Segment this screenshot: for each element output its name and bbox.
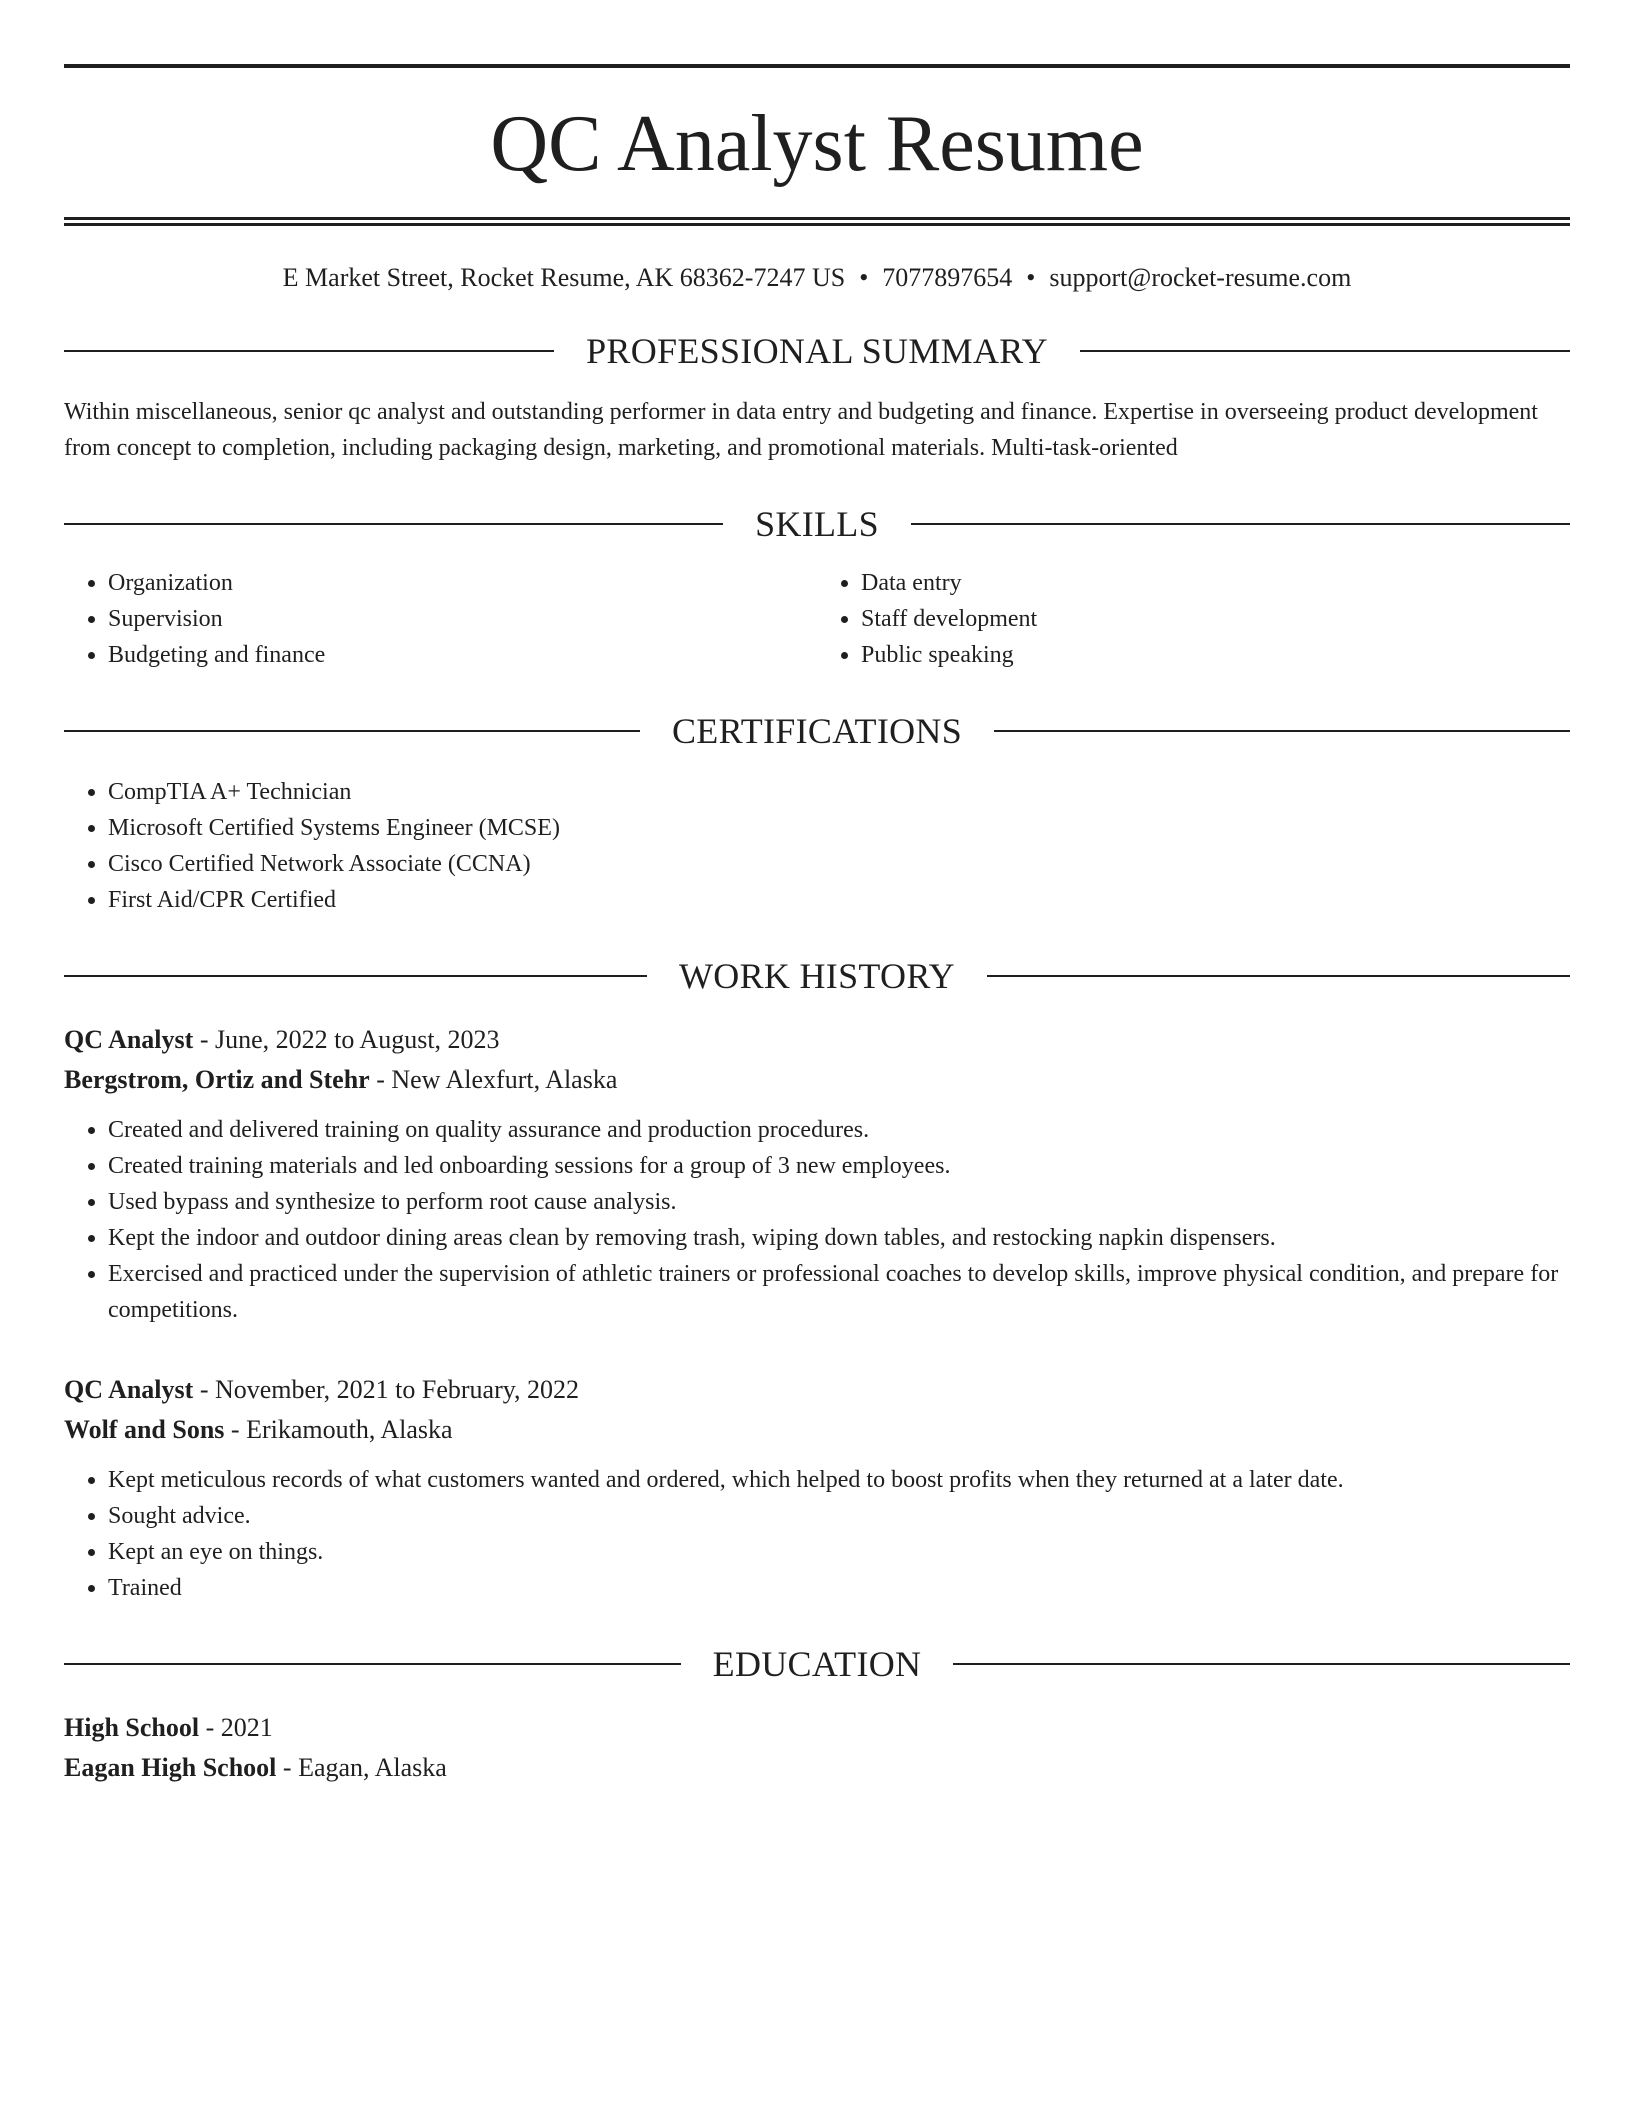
- job-entry: [64, 1370, 1570, 1606]
- job-duties-list: [64, 1112, 1570, 1328]
- job-company-line: [64, 1410, 1570, 1450]
- contact-email: support@rocket-resume.com: [1049, 263, 1352, 292]
- education-location: - Eagan, Alaska: [276, 1753, 447, 1783]
- job-location: - Erikamouth, Alaska: [224, 1415, 453, 1445]
- contact-separator: •: [1026, 263, 1036, 292]
- summary-text: Within miscellaneous, senior qc analyst and outstanding performer in data entry and budgeting and finance. Expertise in overseeing product development from concept to completion, including packaging design, marketing, and promotional materials. Multi-task-oriented: [64, 399, 1538, 462]
- job-company: Wolf and Sons: [64, 1415, 225, 1445]
- section-header-certifications: [64, 711, 1570, 752]
- job-company: Bergstrom, Ortiz and Stehr: [64, 1065, 370, 1095]
- section-header-summary: [64, 331, 1570, 372]
- section-header-skills: [64, 504, 1570, 545]
- job-entry: [64, 1020, 1570, 1328]
- section-rule-left: [64, 975, 647, 977]
- certification-item: • CompTIA A+ Technician: [108, 774, 1570, 810]
- contact-phone: 7077897654: [882, 263, 1013, 292]
- job-company-line: [64, 1060, 1570, 1100]
- contact-address: E Market Street, Rocket Resume, AK 68362-7247 US: [282, 263, 846, 292]
- skill-item: • Staff development: [861, 601, 1570, 637]
- resume-content: [64, 64, 1570, 1788]
- education-school-line: [64, 1748, 1570, 1788]
- section-title-work-history: WORK HISTORY: [679, 956, 955, 997]
- job-duty-item: • Exercised and practiced under the supervision of athletic trainers or professional coaches to develop skills, improve physical condition, and prepare for competitions.: [108, 1256, 1570, 1328]
- section-title-certifications: CERTIFICATIONS: [671, 711, 963, 752]
- contact-line: [64, 262, 1570, 293]
- job-duty-item: • Sought advice.: [108, 1498, 1570, 1534]
- job-dates: - June, 2022 to August, 2023: [193, 1025, 500, 1055]
- job-role: QC Analyst: [64, 1025, 194, 1055]
- job-duty-item: • Created training materials and led onboarding sessions for a group of 3 new employees.: [108, 1148, 1570, 1184]
- contact-separator: •: [859, 263, 869, 292]
- skill-item: • Public speaking: [861, 637, 1570, 673]
- certifications-list: [64, 774, 1570, 918]
- education-degree: High School: [64, 1713, 200, 1743]
- education-degree-line: [64, 1708, 1570, 1748]
- skill-item: • Organization: [108, 565, 817, 601]
- job-duty-item: • Kept the indoor and outdoor dining areas clean by removing trash, wiping down tables, and restocking napkin dispensers.: [108, 1220, 1570, 1256]
- section-rule-left: [64, 730, 640, 732]
- job-duty-item: • Used bypass and synthesize to perform root cause analysis.: [108, 1184, 1570, 1220]
- certification-item: • Cisco Certified Network Associate (CCNA): [108, 846, 1570, 882]
- section-title-education: EDUCATION: [712, 1644, 922, 1685]
- education-entry: [64, 1708, 1570, 1788]
- skill-item: • Supervision: [108, 601, 817, 637]
- section-header-work-history: [64, 956, 1570, 997]
- skill-item: • Budgeting and finance: [108, 637, 817, 673]
- resume-title: QC Analyst Resume: [490, 100, 1144, 188]
- section-title-summary: PROFESSIONAL SUMMARY: [586, 331, 1048, 372]
- job-dates: - November, 2021 to February, 2022: [193, 1375, 580, 1405]
- title-double-rule: [64, 217, 1570, 226]
- section-rule-right: [987, 975, 1570, 977]
- skills-list: [64, 565, 1570, 673]
- job-title-line: [64, 1020, 1570, 1060]
- section-rule-right: [994, 730, 1570, 732]
- certification-item: • Microsoft Certified Systems Engineer (MCSE): [108, 810, 1570, 846]
- section-rule-right: [953, 1663, 1570, 1665]
- job-location: - New Alexfurt, Alaska: [369, 1065, 618, 1095]
- section-rule-left: [64, 523, 723, 525]
- job-duties-list: [64, 1462, 1570, 1606]
- section-header-education: [64, 1644, 1570, 1685]
- job-duty-item: • Trained: [108, 1570, 1570, 1606]
- job-duty-item: • Kept an eye on things.: [108, 1534, 1570, 1570]
- top-rule: [64, 64, 1570, 68]
- section-title-skills: SKILLS: [755, 504, 879, 545]
- section-rule-left: [64, 350, 554, 352]
- section-rule-left: [64, 1663, 681, 1665]
- skills-column-left: [64, 565, 817, 673]
- section-rule-right: [911, 523, 1570, 525]
- job-role: QC Analyst: [64, 1375, 194, 1405]
- job-title-line: [64, 1370, 1570, 1410]
- skills-column-right: [817, 565, 1570, 673]
- education-school: Eagan High School: [64, 1753, 277, 1783]
- education-year: - 2021: [199, 1713, 273, 1743]
- section-rule-right: [1080, 350, 1570, 352]
- certification-item: • First Aid/CPR Certified: [108, 882, 1570, 918]
- skill-item: • Data entry: [861, 565, 1570, 601]
- job-duty-item: • Created and delivered training on quality assurance and production procedures.: [108, 1112, 1570, 1148]
- job-duty-item: • Kept meticulous records of what customers wanted and ordered, which helped to boost profits when they returned at a later date.: [108, 1462, 1570, 1498]
